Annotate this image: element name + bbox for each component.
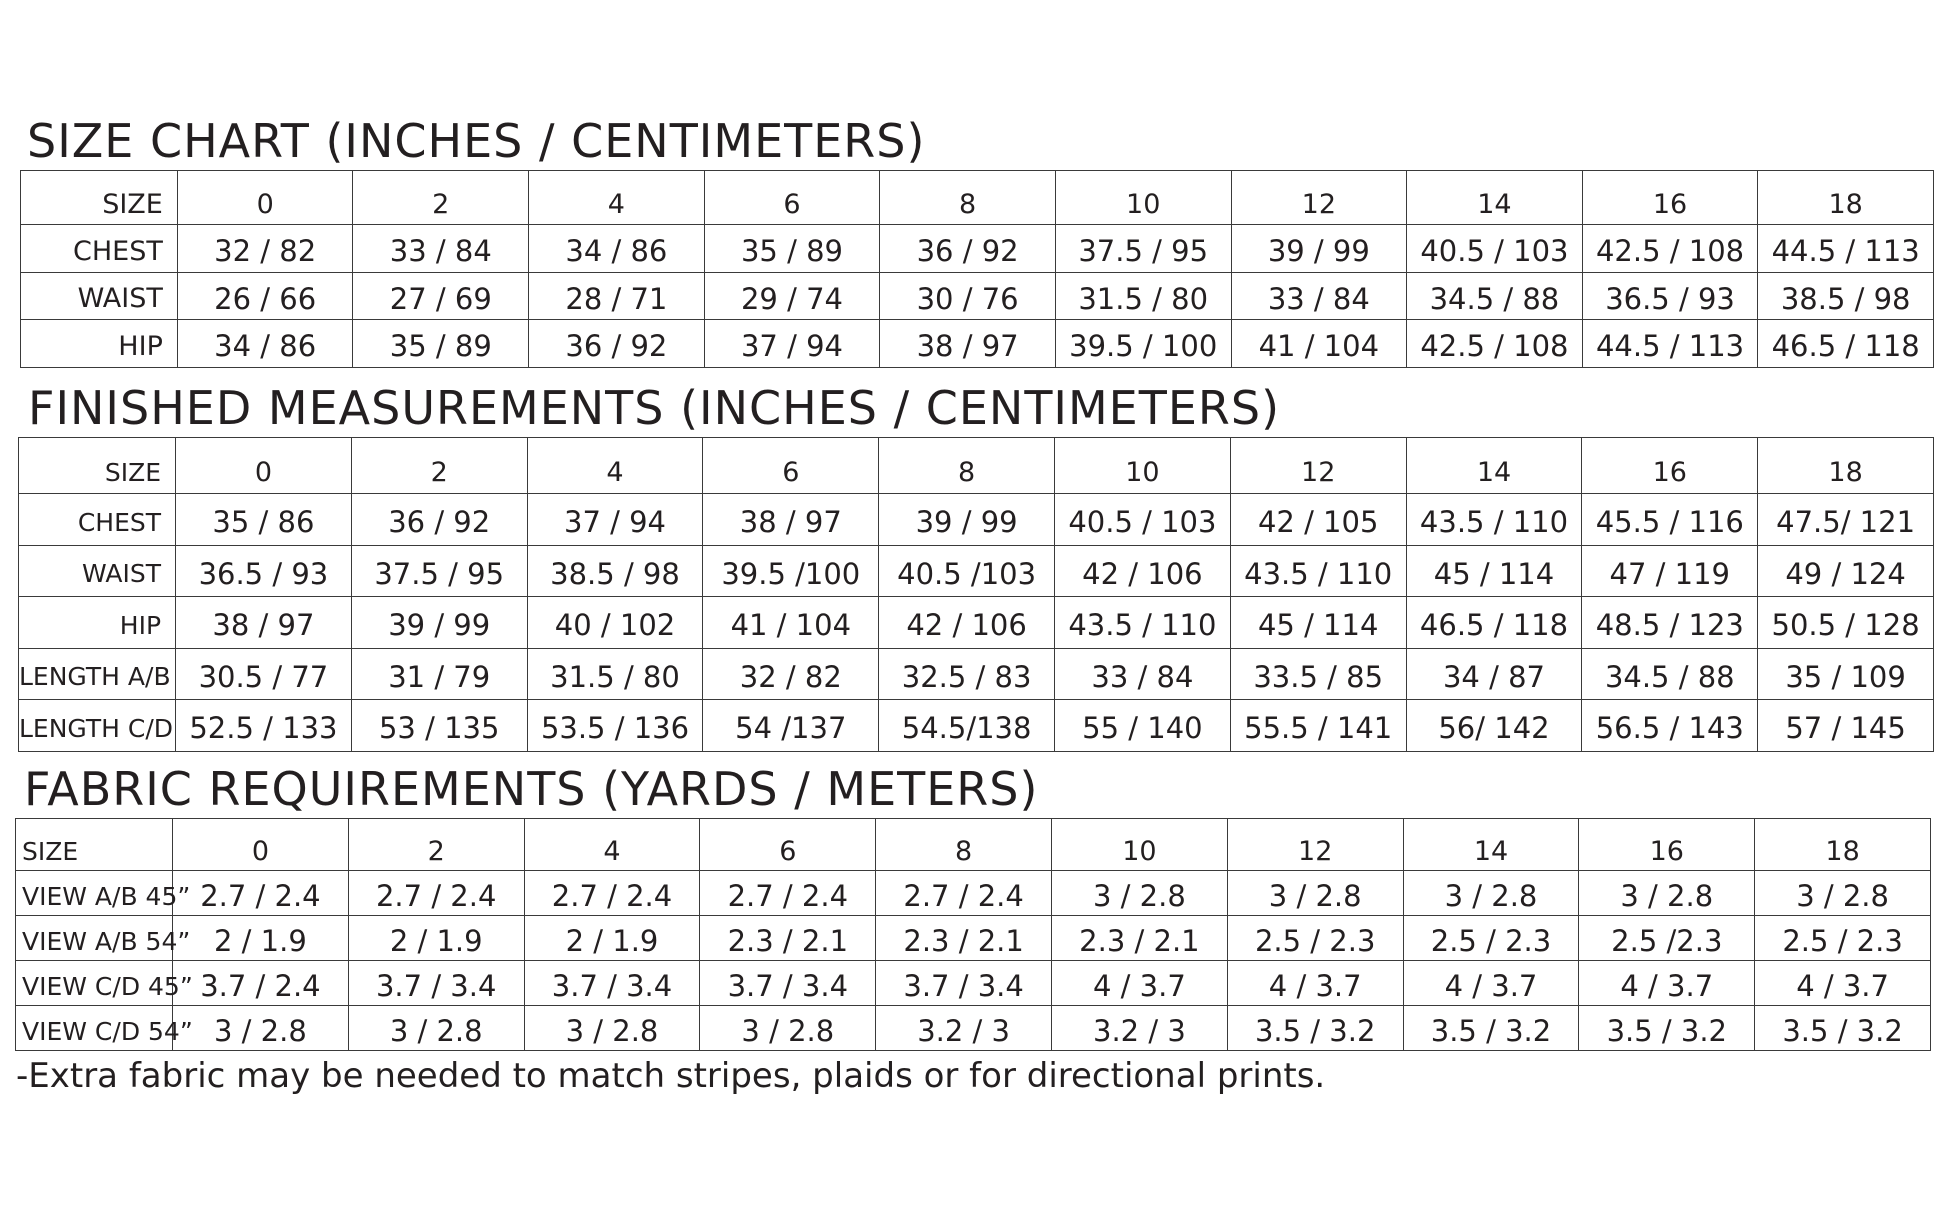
row-label: HIP	[21, 320, 178, 368]
measurement-cell: 54.5/138	[879, 700, 1055, 752]
measurement-cell: 37.5 / 95	[1055, 225, 1231, 273]
size-header-cell: 18	[1755, 819, 1931, 871]
measurement-cell: 2.5 / 2.3	[1755, 916, 1931, 961]
measurement-cell: 48.5 / 123	[1582, 597, 1758, 649]
measurement-cell: 2.3 / 2.1	[700, 916, 876, 961]
measurement-cell: 2.3 / 2.1	[1052, 916, 1228, 961]
measurement-cell: 41 / 104	[703, 597, 879, 649]
row-label: CHEST	[21, 225, 178, 273]
row-label: CHEST	[19, 494, 176, 546]
measurement-cell: 42.5 / 108	[1582, 225, 1758, 273]
measurement-cell: 3.5 / 3.2	[1227, 1006, 1403, 1051]
measurement-cell: 3.7 / 3.4	[700, 961, 876, 1006]
measurement-cell: 2.5 / 2.3	[1403, 916, 1579, 961]
measurement-cell: 30.5 / 77	[176, 648, 352, 700]
size-header-cell: 4	[527, 438, 703, 494]
measurement-cell: 42 / 106	[1055, 545, 1231, 597]
measurement-cell: 3 / 2.8	[1052, 871, 1228, 916]
measurement-cell: 47 / 119	[1582, 545, 1758, 597]
measurement-cell: 50.5 / 128	[1758, 597, 1934, 649]
measurement-cell: 43.5 / 110	[1230, 545, 1406, 597]
measurement-cell: 54 /137	[703, 700, 879, 752]
measurement-cell: 38.5 / 98	[527, 545, 703, 597]
measurement-cell: 2.5 /2.3	[1579, 916, 1755, 961]
size-header-cell: 8	[876, 819, 1052, 871]
table-row	[19, 700, 1934, 752]
table-row	[19, 648, 1934, 700]
measurement-cell: 41 / 104	[1231, 320, 1407, 368]
measurement-cell: 46.5 / 118	[1758, 320, 1934, 368]
measurement-cell: 32 / 82	[177, 225, 353, 273]
measurement-cell: 35 / 109	[1758, 648, 1934, 700]
measurement-cell: 27 / 69	[353, 272, 529, 320]
measurement-cell: 3.2 / 3	[1052, 1006, 1228, 1051]
table-row	[19, 545, 1934, 597]
table-row	[19, 597, 1934, 649]
size-header-cell: 16	[1582, 438, 1758, 494]
size-header-cell: 0	[177, 171, 353, 225]
fabric-requirements-table	[15, 818, 1931, 1051]
size-header-cell: 0	[176, 438, 352, 494]
measurement-cell: 4 / 3.7	[1227, 961, 1403, 1006]
measurement-cell: 32.5 / 83	[879, 648, 1055, 700]
measurement-cell: 45 / 114	[1230, 597, 1406, 649]
measurement-cell: 36 / 92	[351, 494, 527, 546]
measurement-cell: 3.5 / 3.2	[1755, 1006, 1931, 1051]
size-header-row	[19, 438, 1934, 494]
measurement-cell: 30 / 76	[880, 272, 1056, 320]
row-label: WAIST	[19, 545, 176, 597]
measurement-cell: 39.5 / 100	[1055, 320, 1231, 368]
measurement-cell: 4 / 3.7	[1403, 961, 1579, 1006]
measurement-cell: 3 / 2.8	[173, 1006, 349, 1051]
measurement-cell: 56/ 142	[1406, 700, 1582, 752]
size-header-cell: 2	[351, 438, 527, 494]
table-row	[19, 494, 1934, 546]
measurement-cell: 4 / 3.7	[1579, 961, 1755, 1006]
measurement-cell: 2.3 / 2.1	[876, 916, 1052, 961]
size-header-cell: 10	[1052, 819, 1228, 871]
row-label: LENGTH C/D	[19, 700, 176, 752]
measurement-cell: 3.5 / 3.2	[1403, 1006, 1579, 1051]
measurement-cell: 43.5 / 110	[1406, 494, 1582, 546]
measurement-cell: 3 / 2.8	[1755, 871, 1931, 916]
measurement-cell: 3.5 / 3.2	[1579, 1006, 1755, 1051]
row-label: VIEW A/B 54”	[16, 916, 173, 961]
measurement-cell: 3 / 2.8	[700, 1006, 876, 1051]
size-header-cell: 18	[1758, 438, 1934, 494]
measurement-cell: 2.7 / 2.4	[876, 871, 1052, 916]
measurement-cell: 3.7 / 3.4	[348, 961, 524, 1006]
measurement-cell: 56.5 / 143	[1582, 700, 1758, 752]
measurement-cell: 3.2 / 3	[876, 1006, 1052, 1051]
measurement-cell: 35 / 86	[176, 494, 352, 546]
table-row	[16, 916, 1931, 961]
size-header-cell: 14	[1407, 171, 1583, 225]
fabric-note: -Extra fabric may be needed to match stripes, plaids or for directional prints.	[16, 1056, 1326, 1096]
size-chart-title: SIZE CHART (INCHES / CENTIMETERS)	[27, 114, 926, 168]
measurement-cell: 29 / 74	[704, 272, 880, 320]
size-chart-table	[20, 170, 1934, 368]
measurement-cell: 4 / 3.7	[1052, 961, 1228, 1006]
size-header-row	[16, 819, 1931, 871]
size-label: SIZE	[19, 438, 176, 494]
measurement-cell: 40.5 /103	[879, 545, 1055, 597]
measurement-cell: 2.5 / 2.3	[1227, 916, 1403, 961]
measurement-cell: 44.5 / 113	[1758, 225, 1934, 273]
measurement-cell: 31 / 79	[351, 648, 527, 700]
size-header-cell: 8	[880, 171, 1056, 225]
measurement-cell: 38 / 97	[703, 494, 879, 546]
measurement-cell: 38.5 / 98	[1758, 272, 1934, 320]
measurement-cell: 34 / 86	[177, 320, 353, 368]
measurement-cell: 33 / 84	[1231, 272, 1407, 320]
measurement-cell: 33 / 84	[1055, 648, 1231, 700]
size-label: SIZE	[16, 819, 173, 871]
size-header-row	[21, 171, 1934, 225]
row-label: VIEW A/B 45”	[16, 871, 173, 916]
measurement-cell: 3 / 2.8	[1579, 871, 1755, 916]
size-header-cell: 14	[1406, 438, 1582, 494]
measurement-cell: 45 / 114	[1406, 545, 1582, 597]
measurement-cell: 3.7 / 2.4	[173, 961, 349, 1006]
measurement-cell: 36.5 / 93	[176, 545, 352, 597]
measurement-cell: 36 / 92	[529, 320, 705, 368]
size-header-cell: 10	[1055, 171, 1231, 225]
size-header-cell: 12	[1227, 819, 1403, 871]
size-header-cell: 16	[1582, 171, 1758, 225]
measurement-cell: 42.5 / 108	[1407, 320, 1583, 368]
size-header-cell: 6	[704, 171, 880, 225]
measurement-cell: 55 / 140	[1055, 700, 1231, 752]
measurement-cell: 37 / 94	[527, 494, 703, 546]
row-label: LENGTH A/B	[19, 648, 176, 700]
size-header-cell: 2	[348, 819, 524, 871]
table-row	[16, 871, 1931, 916]
measurement-cell: 26 / 66	[177, 272, 353, 320]
table-row	[21, 272, 1934, 320]
measurement-cell: 34 / 87	[1406, 648, 1582, 700]
measurement-cell: 2.7 / 2.4	[348, 871, 524, 916]
measurement-cell: 33.5 / 85	[1230, 648, 1406, 700]
measurement-cell: 43.5 / 110	[1055, 597, 1231, 649]
measurement-cell: 57 / 145	[1758, 700, 1934, 752]
measurement-cell: 40.5 / 103	[1055, 494, 1231, 546]
measurement-cell: 49 / 124	[1758, 545, 1934, 597]
measurement-cell: 31.5 / 80	[1055, 272, 1231, 320]
measurement-cell: 37.5 / 95	[351, 545, 527, 597]
measurement-cell: 3.7 / 3.4	[524, 961, 700, 1006]
finished-measurements-title: FINISHED MEASUREMENTS (INCHES / CENTIMETERS)	[28, 381, 1281, 435]
measurement-cell: 35 / 89	[353, 320, 529, 368]
measurement-cell: 3 / 2.8	[1227, 871, 1403, 916]
size-header-cell: 16	[1579, 819, 1755, 871]
measurement-cell: 39.5 /100	[703, 545, 879, 597]
measurement-cell: 3.7 / 3.4	[876, 961, 1052, 1006]
measurement-cell: 34.5 / 88	[1582, 648, 1758, 700]
size-header-cell: 6	[700, 819, 876, 871]
table-row	[16, 1006, 1931, 1051]
measurement-cell: 3 / 2.8	[1403, 871, 1579, 916]
measurement-cell: 39 / 99	[879, 494, 1055, 546]
measurement-cell: 40 / 102	[527, 597, 703, 649]
measurement-cell: 2 / 1.9	[348, 916, 524, 961]
measurement-cell: 33 / 84	[353, 225, 529, 273]
measurement-cell: 35 / 89	[704, 225, 880, 273]
measurement-cell: 2.7 / 2.4	[524, 871, 700, 916]
measurement-cell: 45.5 / 116	[1582, 494, 1758, 546]
measurement-cell: 2 / 1.9	[524, 916, 700, 961]
measurement-cell: 3 / 2.8	[524, 1006, 700, 1051]
measurement-cell: 31.5 / 80	[527, 648, 703, 700]
row-label: WAIST	[21, 272, 178, 320]
size-header-cell: 10	[1055, 438, 1231, 494]
measurement-cell: 32 / 82	[703, 648, 879, 700]
size-header-cell: 8	[879, 438, 1055, 494]
measurement-cell: 2 / 1.9	[173, 916, 349, 961]
measurement-cell: 2.7 / 2.4	[700, 871, 876, 916]
size-header-cell: 12	[1231, 171, 1407, 225]
table-row	[21, 225, 1934, 273]
finished-measurements-table	[18, 437, 1934, 752]
measurement-cell: 42 / 105	[1230, 494, 1406, 546]
measurement-cell: 4 / 3.7	[1755, 961, 1931, 1006]
size-header-cell: 0	[173, 819, 349, 871]
size-label: SIZE	[21, 171, 178, 225]
measurement-cell: 28 / 71	[529, 272, 705, 320]
measurement-cell: 52.5 / 133	[176, 700, 352, 752]
measurement-cell: 39 / 99	[1231, 225, 1407, 273]
size-header-cell: 14	[1403, 819, 1579, 871]
measurement-cell: 36 / 92	[880, 225, 1056, 273]
measurement-cell: 36.5 / 93	[1582, 272, 1758, 320]
measurement-cell: 53.5 / 136	[527, 700, 703, 752]
measurement-cell: 40.5 / 103	[1407, 225, 1583, 273]
size-header-cell: 4	[529, 171, 705, 225]
measurement-cell: 34.5 / 88	[1407, 272, 1583, 320]
measurement-cell: 46.5 / 118	[1406, 597, 1582, 649]
measurement-cell: 55.5 / 141	[1230, 700, 1406, 752]
measurement-cell: 37 / 94	[704, 320, 880, 368]
measurement-cell: 39 / 99	[351, 597, 527, 649]
row-label: VIEW C/D 54”	[16, 1006, 173, 1051]
table-row	[16, 961, 1931, 1006]
size-header-cell: 18	[1758, 171, 1934, 225]
row-label: VIEW C/D 45”	[16, 961, 173, 1006]
size-header-cell: 12	[1230, 438, 1406, 494]
size-header-cell: 6	[703, 438, 879, 494]
row-label: HIP	[19, 597, 176, 649]
size-header-cell: 4	[524, 819, 700, 871]
fabric-requirements-title: FABRIC REQUIREMENTS (YARDS / METERS)	[24, 762, 1039, 816]
measurement-cell: 3 / 2.8	[348, 1006, 524, 1051]
measurement-cell: 38 / 97	[880, 320, 1056, 368]
size-header-cell: 2	[353, 171, 529, 225]
measurement-cell: 44.5 / 113	[1582, 320, 1758, 368]
measurement-cell: 42 / 106	[879, 597, 1055, 649]
measurement-cell: 2.7 / 2.4	[173, 871, 349, 916]
measurement-cell: 47.5/ 121	[1758, 494, 1934, 546]
measurement-cell: 53 / 135	[351, 700, 527, 752]
table-row	[21, 320, 1934, 368]
measurement-cell: 34 / 86	[529, 225, 705, 273]
measurement-cell: 38 / 97	[176, 597, 352, 649]
